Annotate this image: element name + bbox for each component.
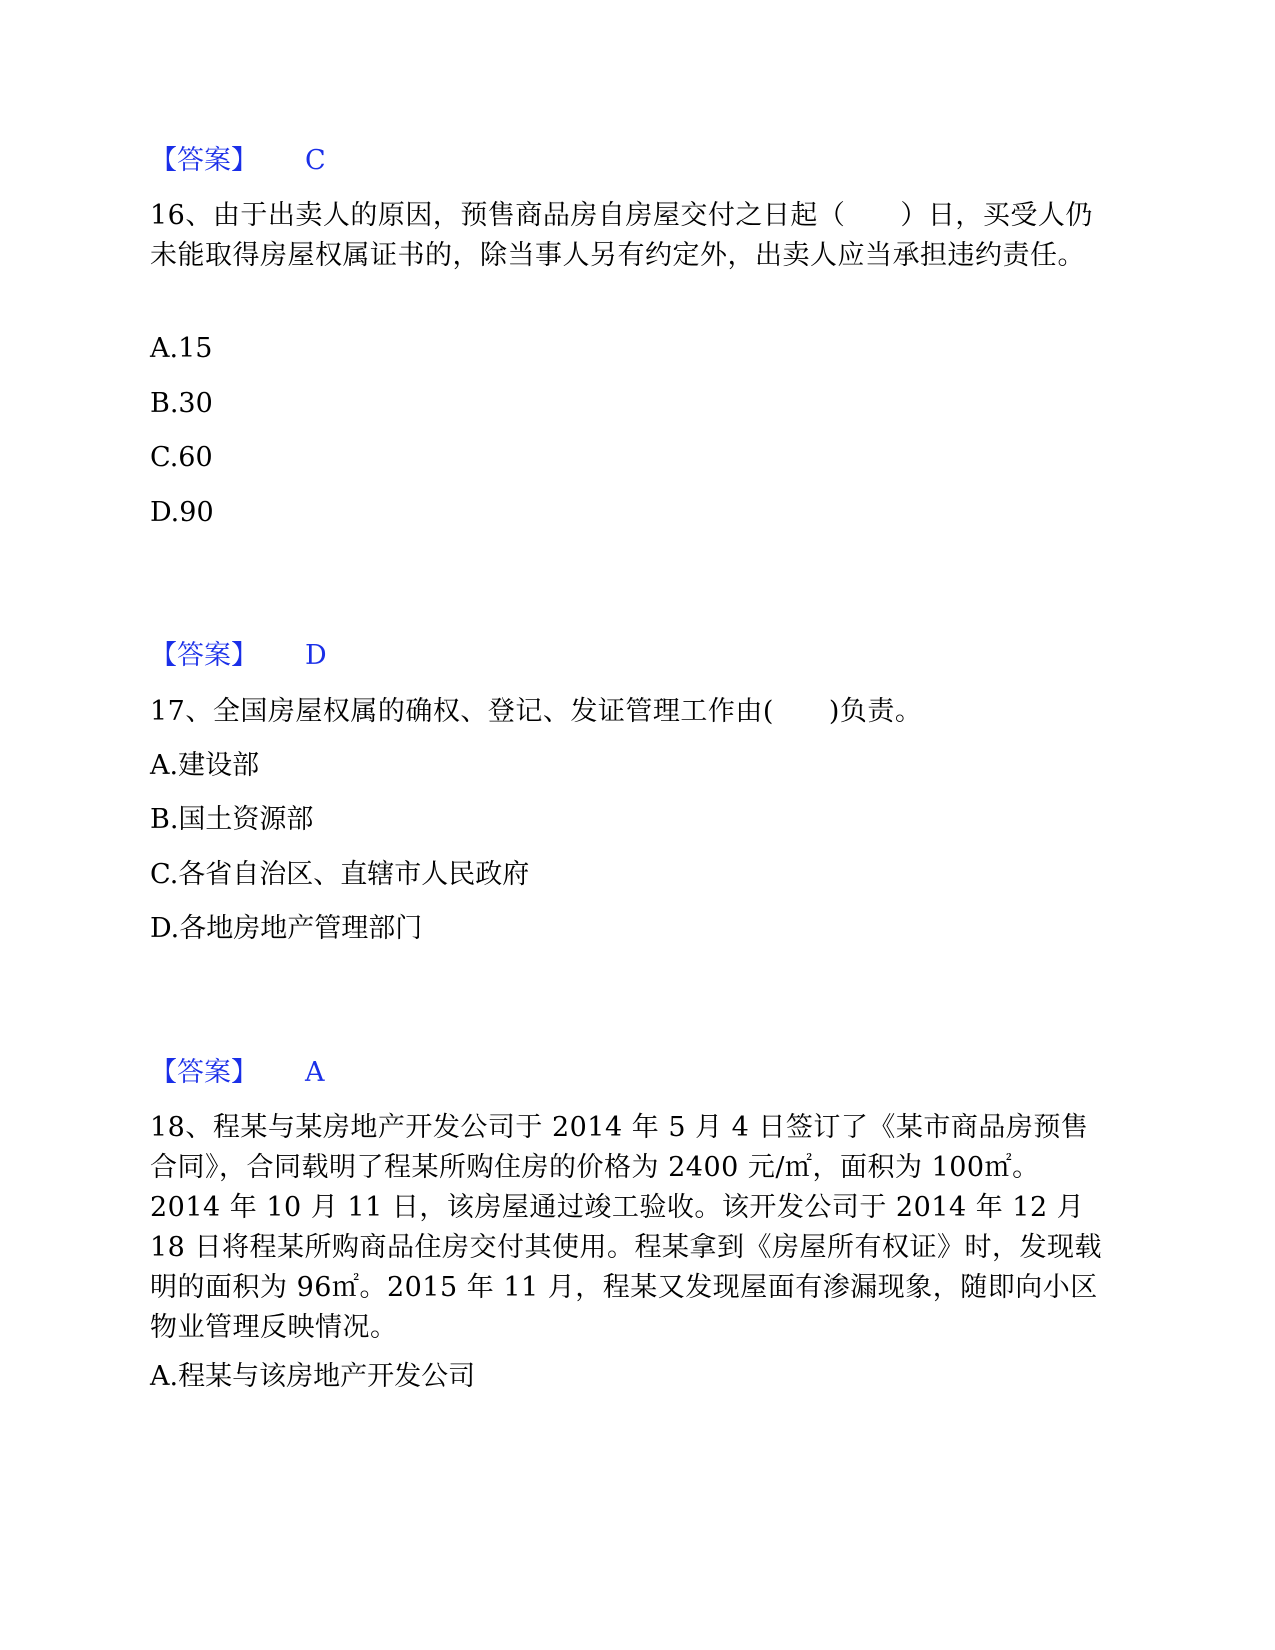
answer-label: 【答案】 bbox=[150, 640, 258, 671]
option-d: D.各地房地产管理部门 bbox=[150, 913, 423, 944]
question-18: 18、程某与某房地产开发公司于 2014 年 5 月 4 日签订了《某市商品房预售合同》，合同载明了程某所购住房的价格为 2400 元/㎡，面积为 100㎡。2014 年 10 月 11 日，该房屋通过竣工验收。该开发公司于 2014 年 12 月 18 日将程某所购商品住房交付其使用。程某拿到《房屋所有权证》时，发现载明的面积为 96㎡。2015 年 11 月，程某又发现屋面有渗漏现象，随即向小区物业管理反映情况。 bbox=[150, 1112, 1102, 1343]
option-b: B.国土资源部 bbox=[150, 804, 314, 835]
answer-line bbox=[150, 143, 1110, 179]
option-a: A.程某与该房地产开发公司 bbox=[150, 1361, 476, 1392]
option-a: A.15 bbox=[150, 333, 213, 364]
option-c: C.60 bbox=[150, 442, 213, 473]
option-c: C.各省自治区、直辖市人民政府 bbox=[150, 859, 530, 890]
answer-line bbox=[150, 638, 1110, 674]
option-b: B.30 bbox=[150, 388, 213, 419]
option-a: A.建设部 bbox=[150, 750, 260, 781]
answer-label: 【答案】 bbox=[150, 1057, 258, 1088]
answer-line bbox=[150, 1055, 1110, 1091]
answer-value: C bbox=[305, 145, 326, 176]
question-17: 17、全国房屋权属的确权、登记、发证管理工作由( )负责。 bbox=[150, 696, 923, 727]
answer-label: 【答案】 bbox=[150, 145, 258, 176]
answer-value: D bbox=[305, 640, 327, 671]
question-16: 16、由于出卖人的原因，预售商品房自房屋交付之日起（ ）日，买受人仍未能取得房屋权属证书的，除当事人另有约定外，出卖人应当承担违约责任。 bbox=[150, 200, 1093, 271]
answer-value: A bbox=[305, 1057, 325, 1088]
option-d: D.90 bbox=[150, 497, 214, 528]
